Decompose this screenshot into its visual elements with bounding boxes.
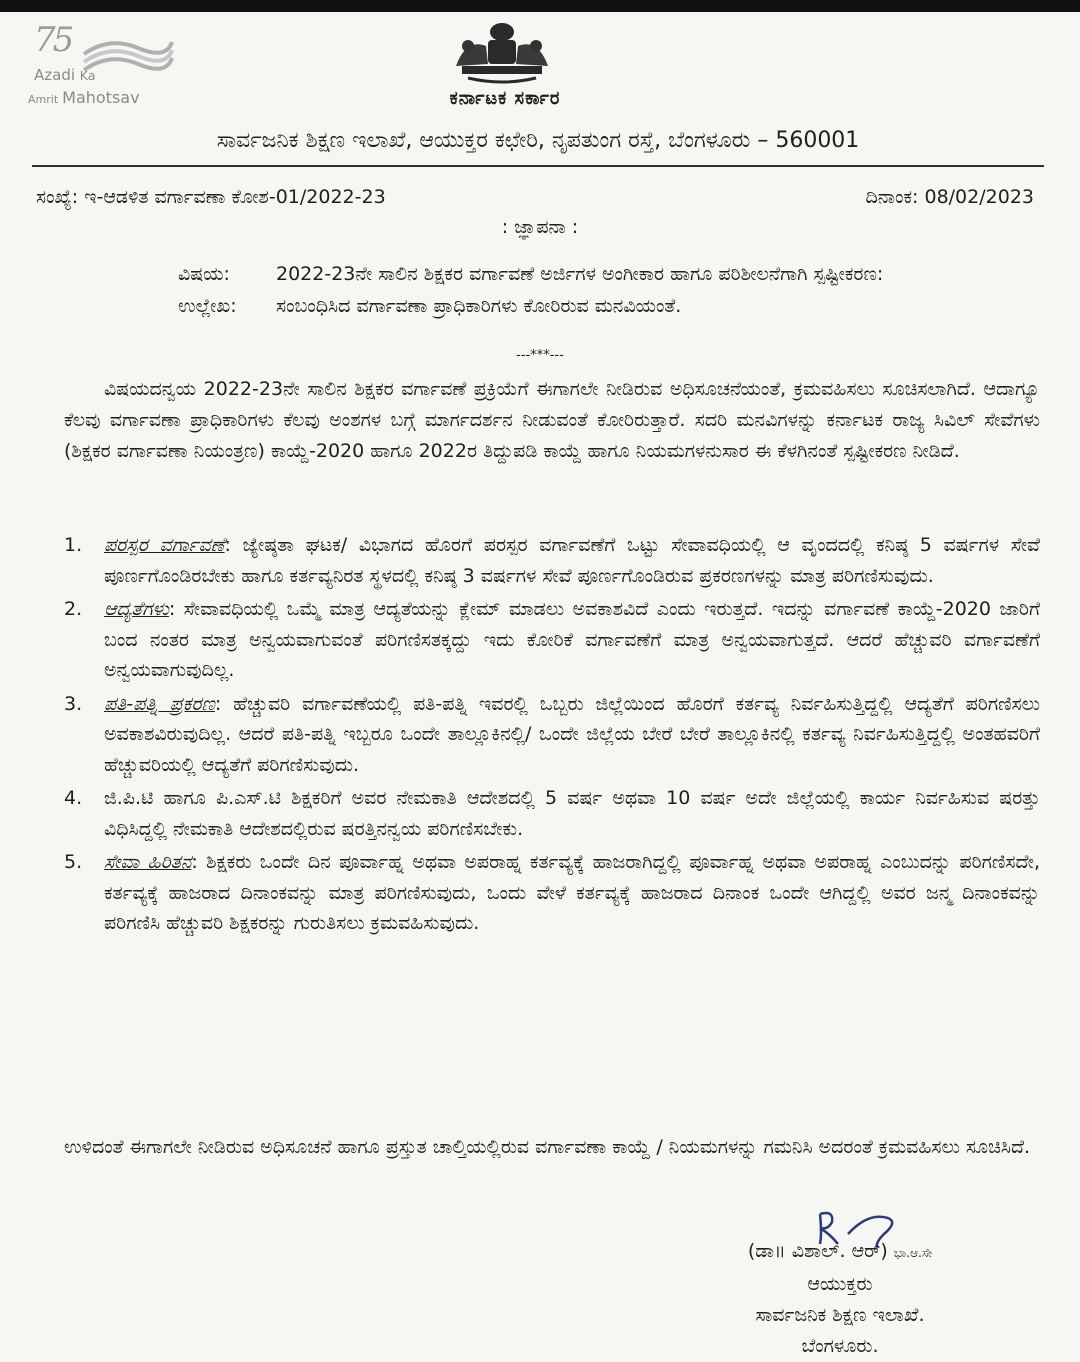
subject-block	[178, 258, 1008, 322]
item-text: ಸೇವಾ ಹಿರಿತನ: ಶಿಕ್ಷಕರು ಒಂದೇ ದಿನ ಪೂರ್ವಾಹ್ನ ಅಥವಾ ಅಪರಾಹ್ನ ಕರ್ತವ್ಯಕ್ಕೆ ಹಾಜರಾಗಿದ್ದಲ್ಲಿ ಪೂರ್ವಾಹ್ನ ಅಥವಾ ಅಪರಾಹ್ನ ಎಂಬುದನ್ನು ಪರಿಗಣಿಸದೇ, ಕರ್ತವ್ಯಕ್ಕೆ ಹಾಜರಾದ ದಿನಾಂಕವನ್ನು ಮಾತ್ರ ಪರಿಗಣಿಸುವುದು, ಒಂದು ವೇಳೆ ಕರ್ತವ್ಯಕ್ಕೆ ಹಾಜರಾದ ದಿನಾಂಕ ಒಂದೇ ಆಗಿದ್ದಲ್ಲಿ ಅವರ ಜನ್ಮ ದಿನಾಂಕವನ್ನು ಪರಿಗಣಿಸಿ ಹೆಚ್ಚುವರಿ ಶಿಕ್ಷಕರನ್ನು ಗುರುತಿಸಲು ಕ್ರಮವಹಿಸುವುದು.	[104, 851, 1040, 934]
department-address: ಸಾರ್ವಜನಿಕ ಶಿಕ್ಷಣ ಇಲಾಖೆ, ಆಯುಕ್ತರ ಕಛೇರಿ, ನೃಪತುಂಗ ರಸ್ತೆ, ಬೆಂಗಳೂರು – 560001	[216, 128, 860, 153]
separator: ---***---	[516, 348, 564, 363]
logo-number: 75	[34, 20, 72, 60]
intro-paragraph: ವಿಷಯದನ್ವಯ 2022-23ನೇ ಸಾಲಿನ ಶಿಕ್ಷಕರ ವರ್ಗಾವಣೆ ಪ್ರಕ್ರಿಯೆಗೆ ಈಗಾಗಲೇ ನೀಡಿರುವ ಅಧಿಸೂಚನೆಯಂತೆ, ಕ್ರಮವಹಿಸಲು ಸೂಚಿಸಲಾಗಿದೆ. ಆದಾಗ್ಯೂ ಕೆಲವು ವರ್ಗಾವಣಾ ಪ್ರಾಧಿಕಾರಿಗಳು ಕೆಲವು ಅಂಶಗಳ ಬಗ್ಗೆ ಮಾರ್ಗದರ್ಶನ ನೀಡುವಂತೆ ಕೋರಿರುತ್ತಾರೆ. ಸದರಿ ಮನವಿಗಳನ್ನು ಕರ್ನಾಟಕ ರಾಜ್ಯ ಸಿವಿಲ್ ಸೇವೆಗಳು (ಶಿಕ್ಷಕರ ವರ್ಗಾವಣಾ ನಿಯಂತ್ರಣ) ಕಾಯ್ದೆ-2020 ಹಾಗೂ 2022ರ ತಿದ್ದುಪಡಿ ಕಾಯ್ದೆ ಹಾಗೂ ನಿಯಮಗಳನುಸಾರ ಈ ಕೆಳಗಿನಂತೆ ಸ್ಪಷ್ಟೀಕರಣ ನೀಡಿದೆ.	[64, 378, 1040, 462]
clarification-list	[64, 530, 1040, 942]
signatory-city: ಬೆಂಗಳೂರು.	[801, 1335, 879, 1357]
list-item	[64, 847, 1040, 939]
item-number: 3.	[64, 692, 83, 715]
header-divider	[32, 165, 1044, 167]
list-item	[64, 594, 1040, 686]
reference-row	[178, 290, 1008, 322]
logo-line1: Azadi Ka	[34, 66, 96, 84]
list-item	[64, 530, 1040, 591]
item-text: ಜಿ.ಪಿ.ಟಿ ಹಾಗೂ ಪಿ.ಎಸ್.ಟಿ ಶಿಕ್ಷಕರಿಗೆ ಅವರ ನೇಮಕಾತಿ ಆದೇಶದಲ್ಲಿ 5 ವರ್ಷ ಅಥವಾ 10 ವರ್ಷ ಅದೇ ಜಿಲ್ಲೆಯಲ್ಲಿ ಕಾರ್ಯ ನಿರ್ವಹಿಸುವ ಷರತ್ತು ವಿಧಿಸಿದ್ದಲ್ಲಿ ನೇಮಕಾತಿ ಆದೇಶದಲ್ಲಿರುವ ಷರತ್ತಿನನ್ವಯ ಪರಿಗಣಿಸಬೇಕು.	[104, 787, 1040, 840]
subject-row	[178, 258, 1008, 290]
state-emblem-icon	[448, 20, 556, 86]
top-bar	[0, 0, 1080, 12]
item-number: 4.	[64, 787, 83, 809]
reference-label: ಉಲ್ಲೇಖ:	[178, 295, 237, 317]
document-date: ದಿನಾಂಕ: 08/02/2023	[865, 186, 1034, 208]
reference-text: ಸಂಬಂಧಿಸಿದ ವರ್ಗಾವಣಾ ಪ್ರಾಧಿಕಾರಿಗಳು ಕೋರಿರುವ ಮನವಿಯಂತೆ.	[276, 295, 682, 317]
item-label: ಸೇವಾ ಹಿರಿತನ	[104, 851, 192, 873]
list-item	[64, 783, 1040, 844]
item-number: 1.	[64, 534, 83, 556]
item-text: ಪತಿ-ಪತ್ನಿ ಪ್ರಕರಣ: ಹೆಚ್ಚುವರಿ ವರ್ಗಾವಣೆಯಲ್ಲಿ ಪತಿ-ಪತ್ನಿ ಇವರಲ್ಲಿ ಒಬ್ಬರು ಜಿಲ್ಲೆಯಿಂದ ಹೊರಗೆ ಕರ್ತವ್ಯ ನಿರ್ವಹಿಸುತ್ತಿದ್ದಲ್ಲಿ ಆದ್ಯತೆಗೆ ಪರಿಗಣಿಸಲು ಅವಕಾಶವಿರುವುದಿಲ್ಲ. ಆದರೆ ಪತಿ-ಪತ್ನಿ ಇಬ್ಬರೂ ಒಂದೇ ತಾಲ್ಲೂಕಿನಲ್ಲಿ/ ಒಂದೇ ಜಿಲ್ಲೆಯ ಬೇರೆ ಬೇರೆ ತಾಲ್ಲೂಕಿನಲ್ಲಿ ಕರ್ತವ್ಯ ನಿರ್ವಹಿಸುತ್ತಿದ್ದಲ್ಲಿ ಅಂತಹವರಿಗೆ ಹೆಚ್ಚುವರಿಯಲ್ಲಿ ಆದ್ಯತೆಗೆ ಪರಿಗಣಿಸುವುದು.	[104, 692, 1041, 776]
logo-line2: Amrit Mahotsav	[28, 88, 140, 107]
signatory-name-line	[640, 1236, 1040, 1269]
signatory-department: ಸಾರ್ವಜನಿಕ ಶಿಕ್ಷಣ ಇಲಾಖೆ.	[755, 1304, 925, 1326]
subject-text: 2022-23ನೇ ಸಾಲಿನ ಶಿಕ್ಷಕರ ವರ್ಗಾವಣೆ ಅರ್ಜಿಗಳ ಅಂಗೀಕಾರ ಹಾಗೂ ಪರಿಶೀಲನೆಗಾಗಿ ಸ್ಪಷ್ಟೀಕರಣ:	[276, 263, 884, 285]
signatory-designation: ಆಯುಕ್ತರು	[807, 1273, 873, 1295]
item-text: ಆದ್ಯತೆಗಳು: ಸೇವಾವಧಿಯಲ್ಲಿ ಒಮ್ಮೆ ಮಾತ್ರ ಆದ್ಯತೆಯನ್ನು ಕ್ಲೇಮ್ ಮಾಡಲು ಅವಕಾಶವಿದೆ ಎಂದು ಇರುತ್ತದೆ. ಇದನ್ನು ವರ್ಗಾವಣೆ ಕಾಯ್ದೆ-2020 ಜಾರಿಗೆ ಬಂದ ನಂತರ ಮಾತ್ರ ಅನ್ವಯವಾಗುವಂತೆ ಪರಿಗಣಿಸತಕ್ಕದ್ದು ಇದು ಕೋರಿಕೆ ವರ್ಗಾವಣೆಗೆ ಮಾತ್ರ ಅನ್ವಯವಾಗುತ್ತದೆ. ಆದರೆ ಹೆಚ್ಚುವರಿ ವರ್ಗಾವಣೆಗೆ ಅನ್ವಯವಾಗುವುದಿಲ್ಲ.	[104, 598, 1040, 681]
subject-label: ವಿಷಯ:	[178, 263, 230, 285]
azadi-ka-amrit-mahotsav-logo	[28, 20, 188, 110]
item-label: ಪರಸ್ಪರ ವರ್ಗಾವಣೆ	[104, 534, 225, 556]
signature-block	[640, 1236, 1040, 1362]
government-title: ಕರ್ನಾಟಕ ಸರ್ಕಾರ	[449, 88, 561, 109]
closing-paragraph: ಉಳಿದಂತೆ ಈಗಾಗಲೇ ನೀಡಿರುವ ಅಧಿಸೂಚನೆ ಹಾಗೂ ಪ್ರಸ್ತುತ ಚಾಲ್ತಿಯಲ್ಲಿರುವ ವರ್ಗಾವಣಾ ಕಾಯ್ದೆ / ನಿಯಮಗಳನ್ನು ಗಮನಿಸಿ ಅದರಂತೆ ಕ್ರಮವಹಿಸಲು ಸೂಚಿಸಿದೆ.	[64, 1136, 1031, 1158]
item-number: 2.	[64, 598, 83, 620]
list-item	[64, 689, 1040, 781]
signatory-service: ಭಾ.ಆ.ಸೇ	[893, 1246, 933, 1260]
item-label: ಆದ್ಯತೆಗಳು	[104, 598, 169, 620]
item-label: ಪತಿ-ಪತ್ನಿ ಪ್ರಕರಣ	[104, 692, 215, 715]
reference-number: ಸಂಖ್ಯೆ: ಇ-ಆಡಳಿತ ವರ್ಗಾವಣಾ ಕೋಶ-01/2022-23	[36, 186, 386, 208]
item-number: 5.	[64, 851, 83, 873]
item-text: ಪರಸ್ಪರ ವರ್ಗಾವಣೆ: ಜ್ಯೇಷ್ಠತಾ ಘಟಕ/ ವಿಭಾಗದ ಹೊರಗೆ ಪರಸ್ಪರ ವರ್ಗಾವಣೆಗೆ ಒಟ್ಟು ಸೇವಾವಧಿಯಲ್ಲಿ ಆ ವೃಂದದಲ್ಲಿ ಕನಿಷ್ಠ 5 ವರ್ಷಗಳ ಸೇವೆ ಪೂರ್ಣಗೊಂಡಿರಬೇಕು ಹಾಗೂ ಕರ್ತವ್ಯನಿರತ ಸ್ಥಳದಲ್ಲಿ ಕನಿಷ್ಠ 3 ವರ್ಷಗಳ ಸೇವೆ ಪೂರ್ಣಗೊಂಡಿರುವ ಪ್ರಕರಣಗಳನ್ನು ಮಾತ್ರ ಪರಿಗಣಿಸುವುದು.	[104, 534, 1040, 587]
signatory-name: (ಡಾ॥ ವಿಶಾಲ್. ಆರ್)	[747, 1240, 888, 1262]
memo-title: : ಜ್ಞಾಪನಾ :	[501, 216, 579, 238]
